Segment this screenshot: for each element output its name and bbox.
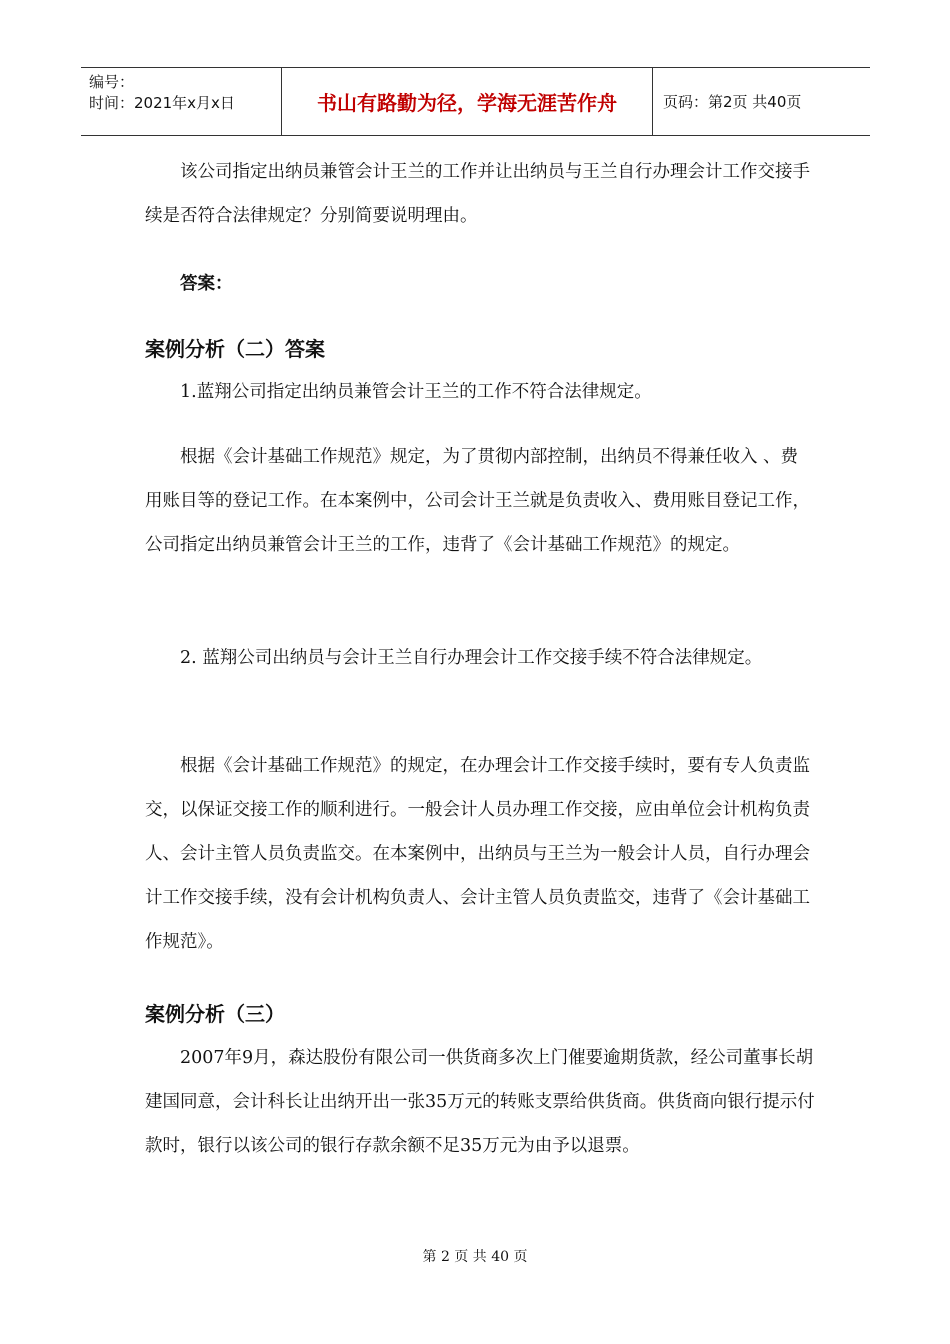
number-label: 编号： <box>89 73 135 91</box>
answer-reason-1: 根据《会计基础工作规范》规定，为了贯彻内部控制，出纳员不得兼任收入 、费用账目等的登记工作。在本案例中，公司会计王兰就是负责收入、费用账目登记工作，公司指定出纳员兼管会计王兰的工作，违背了《会计基础工作规范》的规定。 <box>145 447 810 555</box>
answer-label: 答案： <box>180 274 233 294</box>
case3-text: 2007年9月，森达股份有限公司一供货商多次上门催要逾期货款，经公司董事长胡建国同意，会计科长让出纳开出一张35万元的转账支票给供货商。供货商向银行提示付款时，银行以该公司的银行存款余额不足35万元为由予以退票。 <box>145 1048 815 1156</box>
question-text: 该公司指定出纳员兼管会计王兰的工作并让出纳员与王兰自行办理会计工作交接手续是否符合法律规定？分别简要说明理由。 <box>145 162 810 226</box>
header-motto: 书山有路勤为径，学海无涯苦作舟 <box>281 68 653 135</box>
time-label: 时间：2021年x月x日 <box>89 94 235 112</box>
header-page-info: 页码：第2页 共40页 <box>663 93 802 111</box>
answer-point-2: 2. 蓝翔公司出纳员与会计王兰自行办理会计工作交接手续不符合法律规定。 <box>180 648 763 668</box>
section-title-case3: 案例分析（三） <box>145 1002 285 1026</box>
section-title-case2: 案例分析（二）答案 <box>145 337 325 361</box>
answer-reason-2: 根据《会计基础工作规范》的规定，在办理会计工作交接手续时，要有专人负责监交，以保证交接工作的顺利进行。一般会计人员办理工作交接，应由单位会计机构负责人、会计主管人员负责监交。在本案例中，出纳员与王兰为一般会计人员，自行办理会计工作交接手续，没有会计机构负责人、会计主管人员负责监交，违背了《会计基础工作规范》。 <box>145 756 810 952</box>
header-meta <box>81 68 281 135</box>
page-header <box>81 67 870 136</box>
page-footer: 第 2 页 共 40 页 <box>422 1249 528 1265</box>
answer-point-1: 1.蓝翔公司指定出纳员兼管会计王兰的工作不符合法律规定。 <box>180 382 652 402</box>
